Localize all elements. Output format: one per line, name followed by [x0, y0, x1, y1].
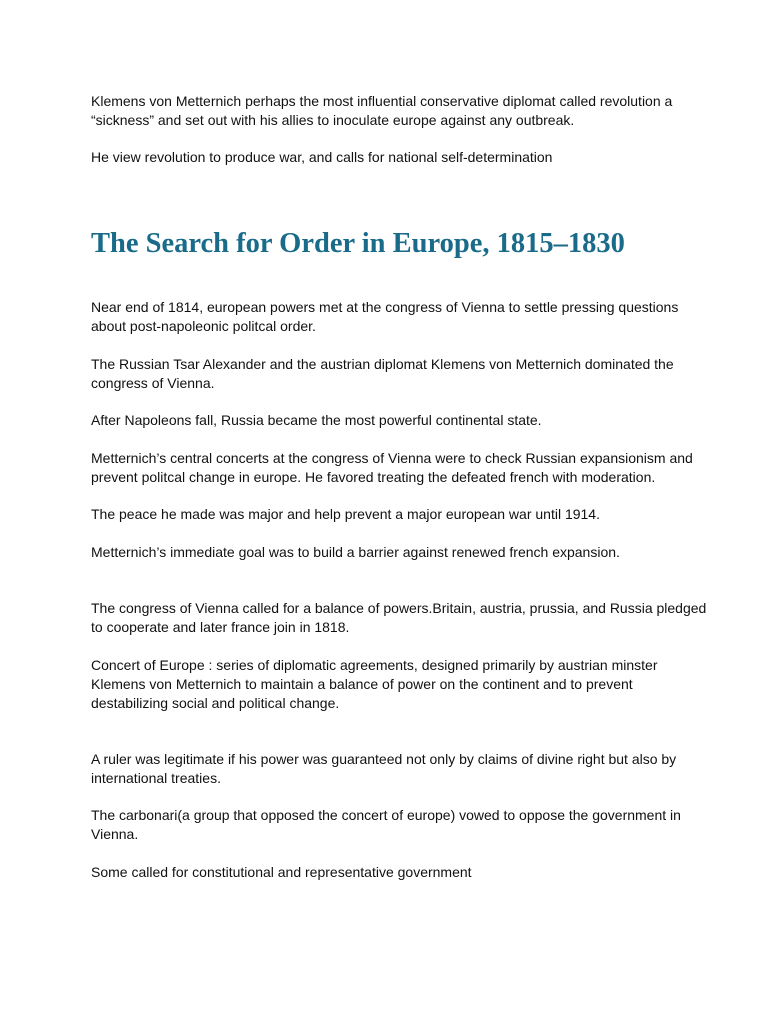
paragraph-balance-of-powers: The congress of Vienna called for a balance of powers.Britain, austria, prussia, and Russia pledged to cooperate and later france join in 1818. — [91, 600, 707, 635]
paragraph-tsar-alexander: The Russian Tsar Alexander and the austrian diplomat Klemens von Metternich dominated the congress of Vienna. — [91, 356, 674, 391]
paragraph-russia-powerful: After Napoleons fall, Russia became the most powerful continental state. — [91, 412, 542, 428]
paragraph-peace-1914: The peace he made was major and help prevent a major european war until 1914. — [91, 506, 600, 522]
paragraph-revolution-war: He view revolution to produce war, and calls for national self-determination — [91, 149, 553, 165]
paragraph-congress-vienna: Near end of 1814, european powers met at the congress of Vienna to settle pressing questions about post-napoleonic politcal order. — [91, 299, 679, 334]
paragraph-constitutional-government: Some called for constitutional and representative government — [91, 864, 472, 880]
paragraph-metternich-concerns: Metternich’s central concerts at the congress of Vienna were to check Russian expansionism and prevent politcal change in europe. He favored treating the defeated french with moderation. — [91, 450, 693, 485]
paragraph-concert-of-europe: Concert of Europe : series of diplomatic agreements, designed primarily by austrian minster Klemens von Metternich to maintain a balance of power on the continent and to prevent destabilizing social and political change. — [91, 657, 658, 711]
paragraph-carbonari: The carbonari(a group that opposed the concert of europe) vowed to oppose the government in Vienna. — [91, 807, 681, 842]
paragraph-barrier-french: Metternich’s immediate goal was to build a barrier against renewed french expansion. — [91, 544, 620, 560]
paragraph-metternich-sickness: Klemens von Metternich perhaps the most influential conservative diplomat called revolution a “sickness” and set out with his allies to inoculate europe against any outbreak. — [91, 93, 673, 128]
section-heading: The Search for Order in Europe, 1815–1830 — [91, 228, 625, 259]
paragraph-legitimate-ruler: A ruler was legitimate if his power was guaranteed not only by claims of divine right but also by international treaties. — [91, 751, 677, 786]
